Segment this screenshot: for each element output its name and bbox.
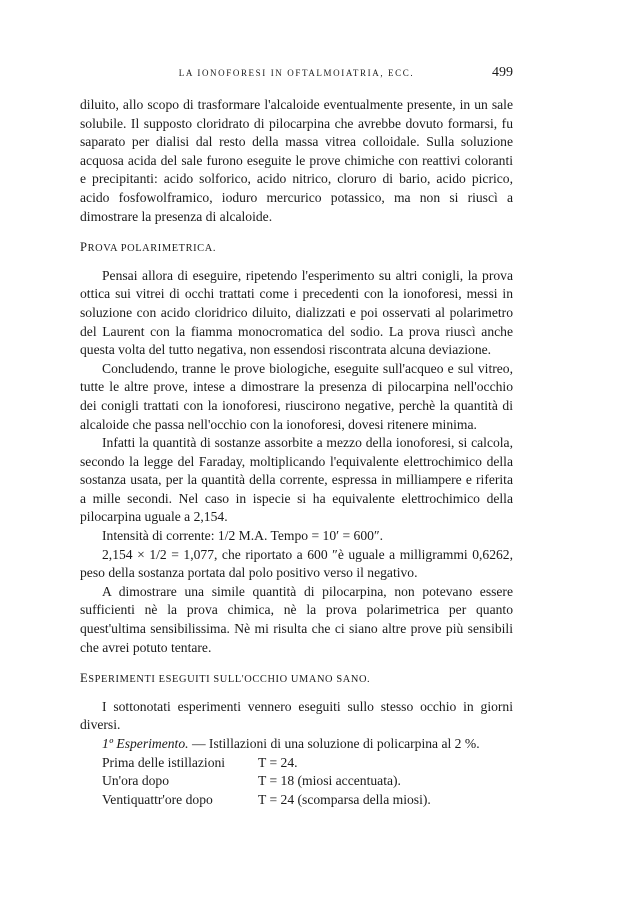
running-title: LA IONOFORESI IN OFTALMOIATRIA, ECC. <box>178 68 415 78</box>
observation-row <box>80 754 513 773</box>
paragraph-dialysis: diluito, allo scopo di trasformare l'alcaloide eventualmente presente, in un sale solubile. Il supposto cloridrato di pilocarpina che avrebbe dovuto formarsi, fu saparato per dialisi dal resto della massa vitrea colloidale. Sulla soluzione acquosa acida del sale furono eseguite le prove chimiche con reattivi coloranti e precipitanti: acido solforico, acido nitrico, cloruro di bario, acido picrico, acido fosfowolframico, ioduro mercurico potassico, ma non si riuscì a dimostrare la presenza di alcaloide. <box>80 97 513 224</box>
experiment-description: — Istillazioni di una soluzione di policarpina al 2 %. <box>191 736 480 751</box>
paragraph-polarimeter: Pensai allora di eseguire, ripetendo l'esperimento su altri conigli, la prova ottica sui vitrei di occhi trattati come i precedenti con la ionoforesi, messi in soluzione con acido cloridrico diluito, dializzati e poi osservati al polarimetro del Laurent con la fiamma monocromatica del sodio. La prova riuscì anche questa volta del tutto negativa, non essendosi riscontrata alcuna deviazione. <box>80 267 513 358</box>
paragraph-sensitivity: A dimostrare una simile quantità di pilocarpina, non potevano essere sufficienti nè la prova chimica, nè la prova polarimetrica per quanto quest'ultima sensibilissima. Nè mi risulta che ci siano altre prove più sensibili che avrei potuto tentare. <box>80 583 513 655</box>
page-body <box>80 96 513 809</box>
experiment-title: 1º Esperimento. <box>102 736 189 751</box>
observation-row <box>80 791 513 810</box>
paragraph-experiments-intro: I sottonotati esperimenti vennero eseguiti sullo stesso occhio in giorni diversi. <box>80 698 513 733</box>
observation-label: Ventiquattr'ore dopo <box>102 791 213 807</box>
observation-value: T = 24 (scomparsa della miosi). <box>258 791 431 807</box>
observation-value: T = 18 (miosi accentuata). <box>258 773 401 789</box>
experiment-paragraph <box>80 735 513 754</box>
heading-initial: P <box>80 240 88 255</box>
paragraph-conclusion: Concludendo, tranne le prove biologiche, eseguite sull'acqueo e sul vitreo, tutte le altre prove, intese a dimostrare la presenza di pilocarpina nell'occhio dei conigli trattati con la ionoforesi, riuscirono negative, perchè la quantità di alcaloide che passa nell'occhio con la ionoforesi, dovesi ritenere minima. <box>80 360 513 432</box>
heading-initial: E <box>80 671 89 686</box>
page-number: 499 <box>492 65 513 80</box>
observation-label: Prima delle istillazioni <box>102 754 226 770</box>
section-heading-human-eye <box>80 669 513 690</box>
observation-label: Un'ora dopo <box>102 773 170 789</box>
page-header <box>80 65 513 88</box>
paragraph-calculation: 2,154 × 1/2 = 1,077, che riportato a 600 ″è uguale a milligrammi 0,6262, peso della sostanza portata dal polo positivo verso il negativo. <box>80 546 513 581</box>
observation-value: T = 24. <box>258 754 298 770</box>
observation-list <box>80 754 513 810</box>
heading-rest: ROVA POLARIMETRICA. <box>87 243 217 255</box>
observation-row <box>80 772 513 791</box>
paragraph-faraday: Infatti la quantità di sostanze assorbite a mezzo della ionoforesi, si calcola, secondo la legge del Faraday, moltiplicando l'equivalente elettrochimico della sostanza usata, per la quantità della corrente, espressa in milliampere e riferita a mille secondi. Nel caso in ispecie si ha equivalente elettrochimico della pilocarpina uguale a 2,154. <box>80 435 513 525</box>
heading-rest: SPERIMENTI ESEGUITI SULL'OCCHIO UMANO SANO. <box>88 674 371 686</box>
current-intensity-line: Intensità di corrente: 1/2 M.A. Tempo = 10′ = 600″. <box>102 528 384 544</box>
section-heading-polarimetric <box>80 238 513 259</box>
